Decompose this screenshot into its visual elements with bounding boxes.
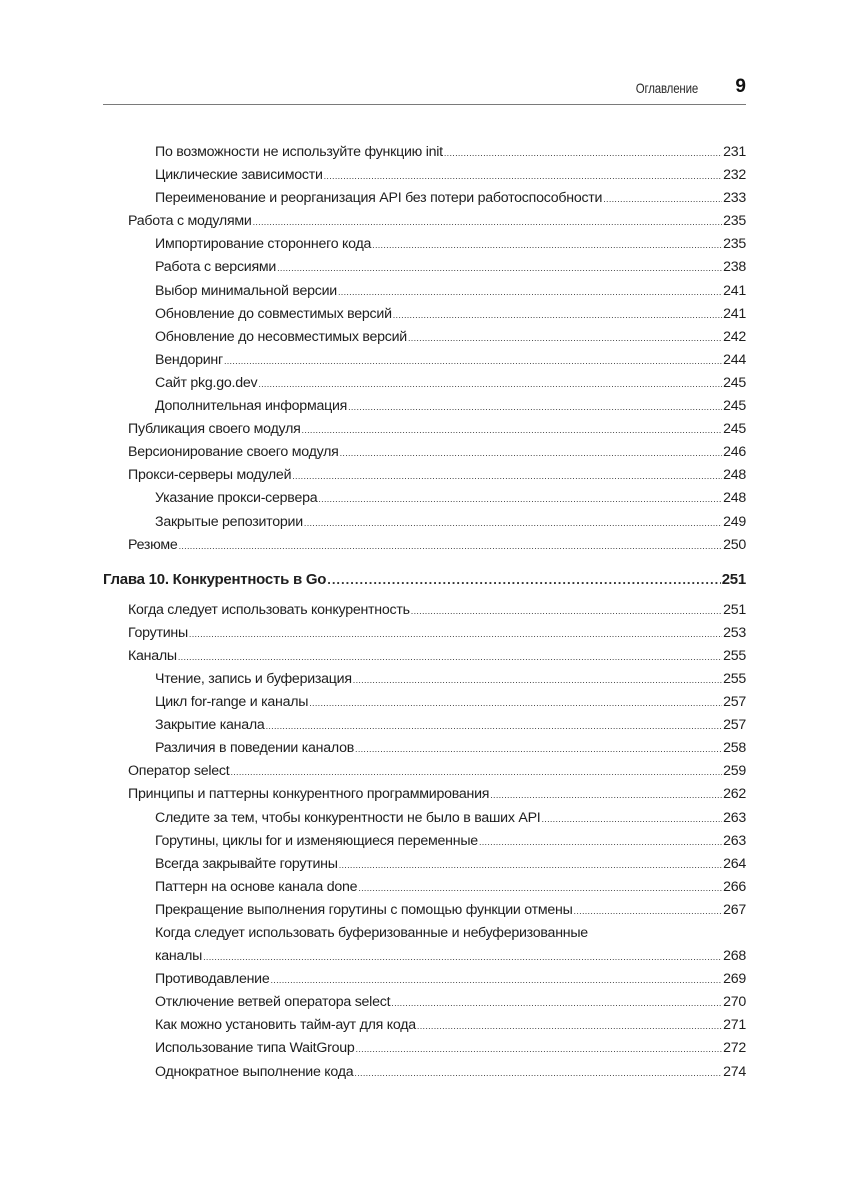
toc-entry[interactable]: [103, 737, 746, 760]
toc-entry-title: По возможности не используйте функцию init: [155, 144, 443, 160]
toc-entry[interactable]: [103, 853, 746, 876]
toc-entry-page: 259: [723, 763, 746, 780]
dot-leader: [292, 465, 722, 488]
toc-entry-title: Версионирование своего модуля: [128, 444, 339, 461]
toc-entry[interactable]: [103, 599, 746, 622]
dot-leader: [304, 512, 722, 535]
toc-chapter[interactable]: [103, 568, 746, 591]
dot-leader: [258, 373, 722, 396]
toc-entry[interactable]: [103, 760, 746, 783]
dot-leader: [338, 281, 722, 304]
toc-entry[interactable]: [103, 668, 746, 691]
toc-entry-page: 245: [723, 398, 746, 415]
toc-entry[interactable]: [103, 899, 746, 922]
toc-entry-page: 251: [721, 570, 746, 588]
toc-entry-title: Различия в поведении каналов: [155, 740, 355, 757]
toc-entry[interactable]: [103, 511, 746, 534]
toc-entry-title: Указание прокси-сервера: [155, 490, 318, 507]
toc-entry[interactable]: [103, 141, 746, 164]
dot-leader: [309, 692, 722, 715]
toc-entry-continuation: [155, 945, 746, 968]
dot-leader: [302, 419, 723, 442]
section-title: Оглавление: [635, 80, 698, 96]
toc-entry-title: Когда следует использовать буферизованные и небуферизованные: [155, 925, 588, 941]
toc-entry-title: Горутины, циклы for и изменяющиеся переменные: [155, 832, 478, 849]
toc-entry-title: Каналы: [128, 647, 177, 664]
dot-leader: [327, 568, 721, 591]
toc-entry[interactable]: [103, 968, 746, 991]
toc-entry[interactable]: [103, 372, 746, 395]
toc-entry-page: 251: [723, 601, 746, 618]
toc-entry[interactable]: [103, 233, 746, 256]
dot-leader: [324, 165, 722, 188]
toc-entry-page: 245: [723, 374, 746, 391]
dot-leader: [356, 1038, 723, 1061]
dot-leader: [178, 646, 722, 669]
dot-leader: [253, 211, 723, 234]
toc-entry[interactable]: [103, 464, 746, 487]
toc-entry-page: 270: [723, 994, 746, 1011]
toc-entry[interactable]: [103, 303, 746, 326]
dot-leader: [372, 234, 722, 257]
toc-entry[interactable]: [103, 691, 746, 714]
toc-entry[interactable]: [103, 487, 746, 510]
toc-entry[interactable]: [103, 1037, 746, 1060]
dot-leader: [393, 304, 722, 327]
dot-leader: [230, 761, 722, 784]
toc-entry[interactable]: [103, 991, 746, 1014]
toc-entry-title: Работа с версиями: [155, 259, 277, 276]
toc-entry-title: Вендоринг: [155, 351, 223, 368]
toc-entry-title: Переименование и реорганизация API без потери работоспособности: [155, 190, 603, 207]
dot-leader: [348, 396, 722, 419]
toc-entry[interactable]: [103, 280, 746, 303]
dot-leader: [408, 327, 722, 350]
toc-entry[interactable]: [103, 645, 746, 668]
toc-entry[interactable]: [103, 441, 746, 464]
toc-entry-page: 269: [723, 971, 746, 988]
toc-entry-page: 244: [723, 351, 746, 368]
toc-entry-title: Обновление до несовместимых версий: [155, 328, 407, 345]
dot-leader: [541, 808, 722, 831]
dot-leader: [318, 488, 722, 511]
toc-entry-title: Всегда закрывайте горутины: [155, 855, 338, 872]
toc-entry-page: 267: [723, 901, 746, 918]
toc-entry-page: 242: [723, 328, 746, 345]
toc-entry[interactable]: [103, 1014, 746, 1037]
toc-entry[interactable]: [103, 187, 746, 210]
toc-entry-page: 241: [723, 305, 746, 322]
toc-entry[interactable]: [103, 876, 746, 899]
dot-leader: [411, 600, 722, 623]
toc-entry-title: Следите за тем, чтобы конкурентности не было в ваших API: [155, 809, 541, 826]
dot-leader: [179, 535, 723, 558]
toc-entry-page: 258: [723, 740, 746, 757]
toc-entry-title: Цикл for-range и каналы: [155, 694, 309, 711]
toc-entry-page: 264: [723, 855, 746, 872]
dot-leader: [189, 623, 722, 646]
dot-leader: [444, 142, 722, 165]
dot-leader: [271, 969, 723, 992]
toc-entry-title: Когда следует использовать конкурентность: [128, 601, 410, 618]
toc-entry[interactable]: [103, 349, 746, 372]
toc-entry-title: Прекращение выполнения горутины с помощью функции отмены: [155, 901, 573, 918]
dot-leader: [391, 992, 722, 1015]
toc-entry[interactable]: [103, 210, 746, 233]
toc-entry-title: Однократное выполнение кода: [155, 1063, 354, 1080]
toc-entry-page: 257: [723, 694, 746, 711]
toc-entry-page: 241: [723, 282, 746, 299]
toc-entry-page: 233: [723, 190, 746, 207]
toc-entry-page: 246: [723, 444, 746, 461]
toc-entry-page: 248: [723, 490, 746, 507]
toc-entry-page: 245: [723, 421, 746, 438]
toc-entry-title: Отключение ветвей оператора select: [155, 994, 391, 1011]
toc-entry-page: 249: [723, 513, 746, 530]
toc-entry-page: 263: [723, 809, 746, 826]
toc-entry-page: 255: [723, 670, 746, 687]
dot-leader: [358, 877, 722, 900]
dot-leader: [203, 946, 722, 969]
toc-entry-title: Паттерн на основе канала done: [155, 878, 358, 895]
toc-entry-title: Оператор select: [128, 763, 230, 780]
dot-leader: [354, 1062, 722, 1085]
toc-entry-page: 262: [723, 786, 746, 803]
toc-entry-title: Горутины: [128, 624, 188, 641]
toc-entry[interactable]: [103, 326, 746, 349]
toc-entry-page: 232: [723, 167, 746, 184]
toc-entry-page: 268: [723, 948, 746, 965]
toc-entry-title: Закрытие канала: [155, 717, 265, 734]
toc-entry-title: Чтение, запись и буферизация: [155, 670, 352, 687]
toc-entry[interactable]: [103, 395, 746, 418]
toc-entry-page: 253: [723, 624, 746, 641]
toc-entry-title: Принципы и паттерны конкурентного программирования: [128, 786, 490, 803]
toc-entry-page: 231: [723, 144, 746, 160]
toc-entry-title: Импортирование стороннего кода: [155, 236, 372, 253]
toc-entry-page: 263: [723, 832, 746, 849]
toc-entry-page: 235: [723, 213, 746, 230]
table-of-contents: [103, 141, 746, 1084]
page-number: 9: [735, 76, 746, 97]
toc-entry-title: Дополнительная информация: [155, 398, 348, 415]
toc-entry[interactable]: [103, 164, 746, 187]
toc-entry-page: 235: [723, 236, 746, 253]
toc-entry[interactable]: [103, 256, 746, 279]
toc-entry-page: 257: [723, 717, 746, 734]
toc-entry[interactable]: [103, 622, 746, 645]
dot-leader: [339, 854, 722, 877]
dot-leader: [479, 831, 722, 854]
toc-entry-title: Выбор минимальной версии: [155, 282, 337, 299]
toc-entry-page: 238: [723, 259, 746, 276]
toc-entry-title: Резюме: [128, 536, 178, 553]
toc-entry-title: Прокси-серверы модулей: [128, 467, 292, 484]
toc-entry-title: Как можно установить тайм-аут для кода: [155, 1017, 416, 1034]
toc-entry-title: Использование типа WaitGroup: [155, 1040, 355, 1057]
toc-entry-page: 272: [723, 1040, 746, 1057]
toc-entry-title: Закрытые репозитории: [155, 513, 303, 530]
toc-entry-title-cont: каналы: [155, 948, 203, 965]
dot-leader: [574, 900, 723, 923]
toc-entry-title: Противодавление: [155, 971, 270, 988]
dot-leader: [266, 715, 723, 738]
dot-leader: [603, 188, 722, 211]
toc-entry[interactable]: [103, 1061, 746, 1084]
toc-entry-page: 250: [723, 536, 746, 553]
toc-entry-page: 274: [723, 1063, 746, 1080]
toc-entry-title: Сайт pkg.go.dev: [155, 374, 258, 391]
toc-entry-title: Циклические зависимости: [155, 167, 323, 184]
running-header: [103, 70, 746, 105]
toc-entry-title: Обновление до совместимых версий: [155, 305, 392, 322]
toc-entry-title: Работа с модулями: [128, 213, 252, 230]
toc-entry[interactable]: [103, 714, 746, 737]
toc-entry-title: Глава 10. Конкурентность в Go: [103, 570, 327, 588]
dot-leader: [277, 257, 722, 280]
toc-entry-page: 248: [723, 467, 746, 484]
toc-entry[interactable]: [103, 807, 746, 830]
toc-entry-page: 255: [723, 647, 746, 664]
toc-entry[interactable]: [103, 534, 746, 557]
toc-entry[interactable]: [103, 830, 746, 853]
dot-leader: [490, 784, 722, 807]
toc-entry[interactable]: [103, 418, 746, 441]
dot-leader: [340, 442, 722, 465]
dot-leader: [417, 1015, 722, 1038]
toc-entry-page: 266: [723, 878, 746, 895]
dot-leader: [353, 669, 722, 692]
toc-entry-page: 271: [723, 1017, 746, 1034]
toc-entry-title: Публикация своего модуля: [128, 421, 301, 438]
toc-entry[interactable]: [103, 783, 746, 806]
dot-leader: [355, 738, 722, 761]
toc-entry[interactable]: [103, 922, 746, 968]
dot-leader: [224, 350, 722, 373]
